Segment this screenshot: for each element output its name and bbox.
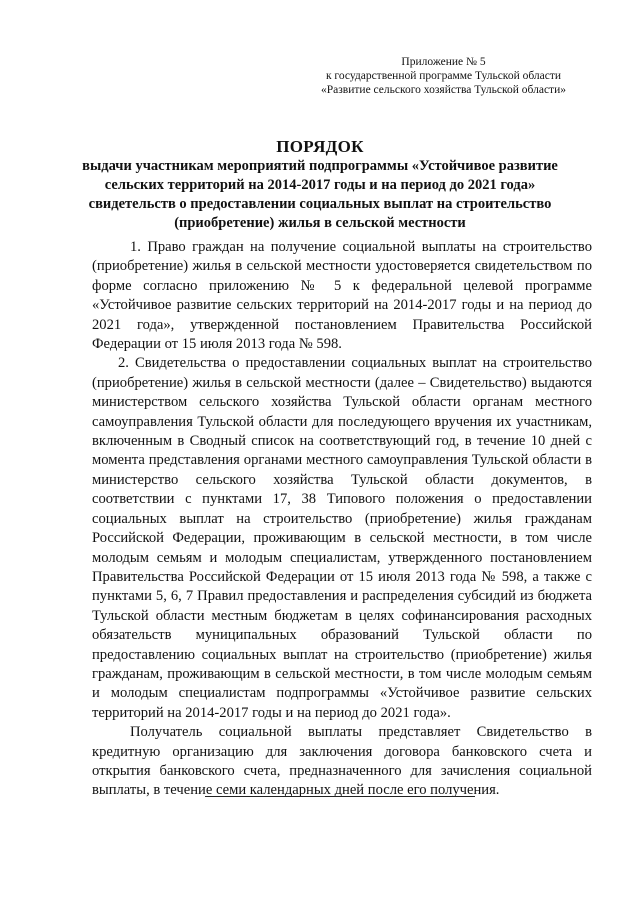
paragraph-3: Получатель социальной выплаты представляет Свидетельство в кредитную организацию для заключения договора банковского счета и открытия банковского счета, предназначенного для зачисления социальной выплаты, в течение семи календарных дней после его получения. [92,724,592,799]
paragraph-2: 2. Свидетельства о предоставлении социальных выплат на строительство (приобретение) жилья в сельской местности (далее – Свидетельство) выдаются министерством сельского хозяйства Тульской области органам местного самоуправления Тульской области для последующего вручения их участникам, включенным в Сводный список на соответствующий год, в течение 10 дней с момента представления органами местного самоуправления Тульской области в министерство сельского хозяйства Тульской области документов, в соответствии с пунктами 17, 38 Типового положения о предоставлении социальных выплат на строительство (приобретение) жилья гражданам Российской Федерации, проживающим в сельской местности, в том числе молодым семьям и молодым специалистам, утвержденного постановлением Правительства Российской Федерации от 15 июля 2013 года № 598, а также с пунктами 5, 6, 7 Правил предоставления и распределения субсидий из бюджета Тульской области местным бюджетам в целях софинансирования расходных обязательств муниципальных образований Тульской области по предоставлению социальных выплат на строительство (приобретение) жилья гражданам, проживающим в сельской местности, в том числе молодым семьям и молодым специалистам подпрограммы «Устойчивое развитие сельских территорий на 2014-2017 годы и на период до 2021 года». [92,355,592,721]
title-line-3: свидетельств о предоставлении социальных выплат на строительство [88,196,552,212]
title-line-2: сельских территорий на 2014-2017 годы и на период до 2021 года» [104,177,536,193]
closing-divider [205,796,475,797]
appendix-number: Приложение № 5 [401,56,486,68]
title-line-1: выдачи участникам мероприятий подпрограммы «Устойчивое развитие [82,158,558,174]
appendix-program: к государственной программе Тульской области [325,70,562,82]
appendix-header [321,55,566,97]
title-main: ПОРЯДОК [276,137,364,156]
paragraph-1: 1. Право граждан на получение социальной выплаты на строительство (приобретение) жилья в сельской местности удостоверяется свидетельством по форме согласно приложению № 5 к федеральной целевой программе «Устойчивое развитие сельских территорий на 2014-2017 годы и на период до 2021 года», утвержденной постановлением Правительства Российской Федерации от 15 июля 2013 года № 598. [92,239,592,353]
document-title [70,137,570,233]
title-line-4: (приобретение) жилья в сельской местности [174,215,466,231]
document-body [92,238,592,801]
appendix-program-name: «Развитие сельского хозяйства Тульской области» [321,84,566,96]
